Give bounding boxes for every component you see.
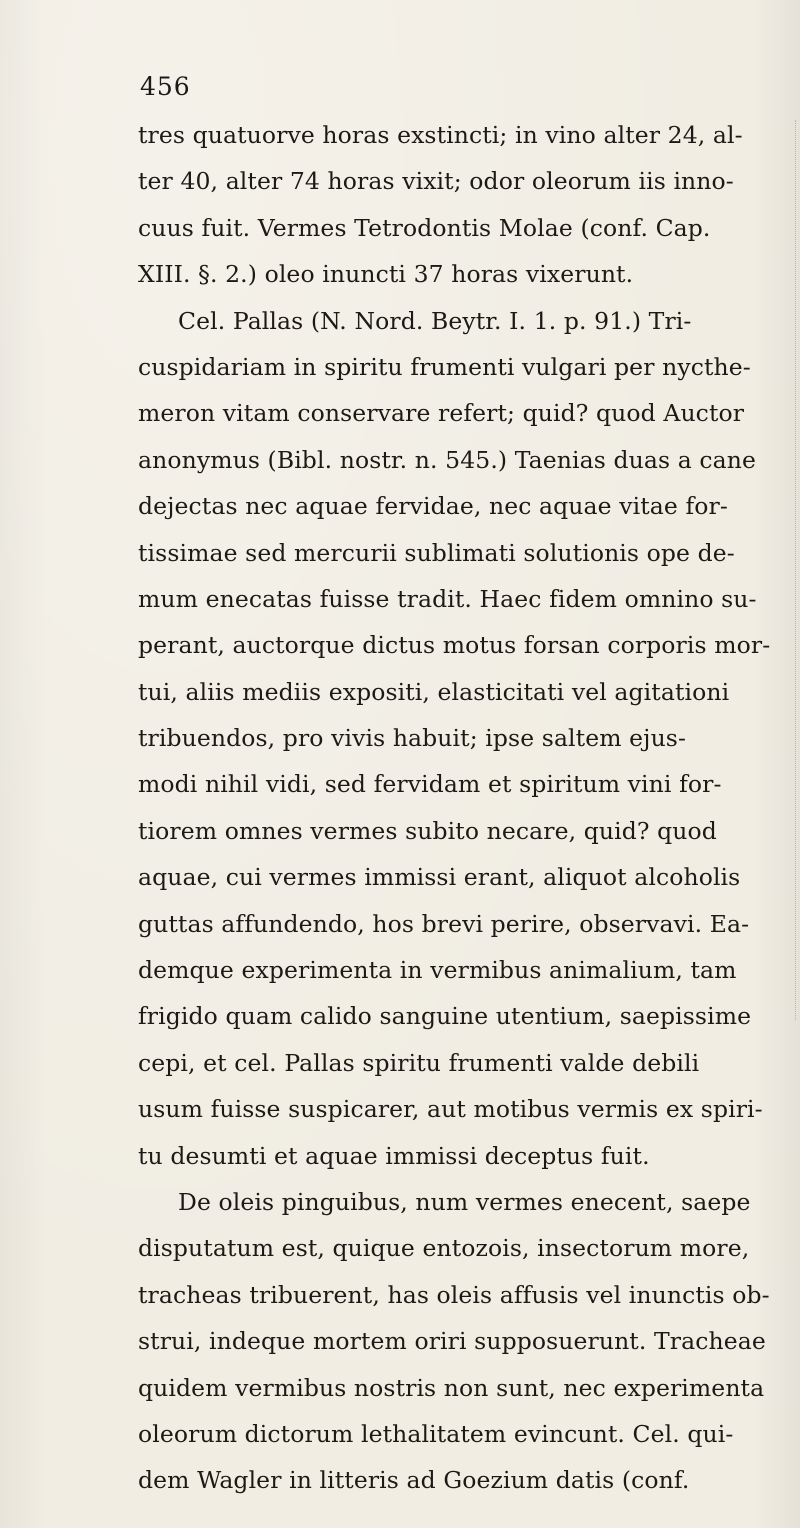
- text-line: cuspidariam in spiritu frumenti vulgari per nycthe-: [138, 352, 751, 381]
- text-line: ter 40, alter 74 horas vixit; odor oleorum iis inno-: [138, 167, 734, 196]
- text-line: disputatum est, quique entozois, insectorum more,: [138, 1234, 750, 1263]
- text-line: tui, aliis mediis expositi, elasticitati vel agitationi: [138, 677, 730, 706]
- body-text: [138, 112, 790, 1504]
- text-line: tres quatuorve horas exstincti; in vino alter 24, al-: [138, 121, 743, 149]
- text-line: cuus fuit. Vermes Tetrodontis Molae (conf. Cap.: [138, 213, 711, 242]
- text-line: quidem vermibus nostris non sunt, nec experimenta: [138, 1373, 765, 1402]
- text-line: strui, indeque mortem oriri supposuerunt. Tracheae: [138, 1327, 766, 1356]
- text-line: XIII. §. 2.) oleo inuncti 37 horas vixerunt.: [138, 260, 634, 289]
- text-line: tiorem omnes vermes subito necare, quid? quod: [138, 816, 717, 845]
- text-line: dejectas nec aquae fervidae, nec aquae vitae for-: [138, 492, 728, 521]
- page-number: 456: [140, 72, 191, 101]
- text-line: cepi, et cel. Pallas spiritu frumenti valde debili: [138, 1048, 700, 1077]
- text-line: usum fuisse suspicarer, aut motibus vermis ex spiri-: [138, 1095, 763, 1124]
- text-line: aquae, cui vermes immissi erant, aliquot alcoholis: [138, 863, 741, 892]
- text-line: mum enecatas fuisse tradit. Haec fidem omnino su-: [138, 584, 757, 613]
- text-line: tribuendos, pro vivis habuit; ipse saltem ejus-: [138, 724, 686, 753]
- paragraph-start-line: De oleis pinguibus, num vermes enecent, saepe: [178, 1187, 751, 1216]
- text-line: tracheas tribuerent, has oleis affusis vel inunctis ob-: [138, 1280, 770, 1309]
- text-line: modi nihil vidi, sed fervidam et spiritum vini for-: [138, 770, 722, 799]
- text-line: tissimae sed mercurii sublimati solutionis ope de-: [138, 538, 735, 567]
- text-line: dem Wagler in litteris ad Goezium datis (conf.: [138, 1466, 690, 1495]
- text-line: guttas affundendo, hos brevi perire, observavi. Ea-: [138, 909, 750, 938]
- text-line: perant, auctorque dictus motus forsan corporis mor-: [138, 631, 771, 660]
- paragraph-start-line: Cel. Pallas (N. Nord. Beytr. I. 1. p. 91.) Tri-: [178, 306, 692, 335]
- text-line: anonymus (Bibl. nostr. n. 545.) Taenias duas a cane: [138, 445, 756, 474]
- text-line: demque experimenta in vermibus animalium, tam: [138, 956, 737, 985]
- text-line: meron vitam conservare refert; quid? quod Auctor: [138, 399, 745, 428]
- text-line: oleorum dictorum lethalitatem evincunt. Cel. qui-: [138, 1419, 734, 1448]
- text-line: tu desumti et aquae immissi deceptus fuit.: [138, 1141, 650, 1170]
- page-edge-shadow: [789, 120, 796, 1020]
- text-line: frigido quam calido sanguine utentium, saepissime: [138, 1002, 752, 1031]
